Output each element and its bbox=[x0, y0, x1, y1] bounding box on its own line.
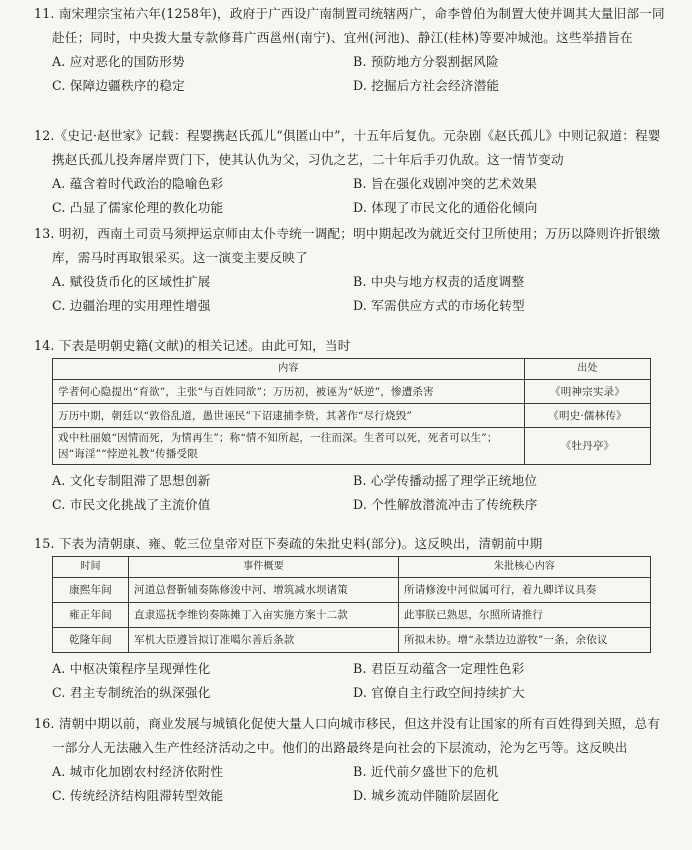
edicts-table bbox=[52, 556, 651, 653]
question-stem: 15. 下表为清朝康、雍、乾三位皇帝对臣下奏疏的朱批史料(部分)。这反映出，清朝前中期 bbox=[34, 536, 543, 551]
records-table bbox=[52, 358, 651, 465]
table-cell-time: 康熙年间 bbox=[53, 578, 129, 603]
table-cell-edict: 此事朕已熟思，尔照所请推行 bbox=[399, 603, 651, 628]
option-b[interactable]: B. 预防地方分裂割据风险 bbox=[353, 54, 499, 69]
option-c[interactable]: C. 边疆治理的实用理性增强 bbox=[52, 298, 211, 313]
table-row bbox=[53, 603, 651, 628]
option-b[interactable]: B. 近代前夕盛世下的危机 bbox=[353, 764, 499, 779]
table-cell-content: 学者何心隐提出“育欲”，主张“与百姓同欲”；万历初，被诬为“妖逆”，惨遭杀害 bbox=[53, 380, 525, 404]
options bbox=[34, 270, 666, 318]
option-c[interactable]: C. 传统经济结构阻滞转型效能 bbox=[52, 788, 224, 803]
option-b[interactable]: B. 心学传播动摇了理学正统地位 bbox=[353, 473, 538, 488]
option-d[interactable]: D. 挖掘后方社会经济潜能 bbox=[353, 78, 500, 93]
table-header-row bbox=[53, 557, 651, 578]
table-row bbox=[53, 428, 651, 465]
table-cell-edict: 所请修浚中河似属可行，着九卿详议具奏 bbox=[399, 578, 651, 603]
options bbox=[34, 172, 666, 220]
option-a[interactable]: A. 赋役货币化的区域性扩展 bbox=[52, 274, 211, 289]
table-row bbox=[53, 380, 651, 404]
question-stem: 13. 明初，西南土司贡马须押运京师由太仆寺统一调配；明中期起改为就近交付卫所使用；万历以降则许折银缴库，需马时再取银采买。这一演变主要反映了 bbox=[34, 226, 661, 265]
table-cell-content: 戏中杜丽娘“因情而死，为情再生”；称“情不知所起，一往而深。生者可以死，死者可以生”；因“诲淫”“悖逆礼教”传播受限 bbox=[53, 428, 525, 465]
option-b[interactable]: B. 君臣互动蕴含一定理性色彩 bbox=[353, 661, 525, 676]
question-16 bbox=[34, 712, 666, 808]
table-cell-event: 直隶巡抚李维钧奏陈摊丁入亩实施方案十二款 bbox=[129, 603, 399, 628]
question-11 bbox=[34, 2, 666, 98]
question-13 bbox=[34, 222, 666, 318]
option-d[interactable]: D. 城乡流动伴随阶层固化 bbox=[353, 788, 500, 803]
option-c[interactable]: C. 君主专制统治的纵深强化 bbox=[52, 685, 211, 700]
option-c[interactable]: C. 保障边疆秩序的稳定 bbox=[52, 78, 185, 93]
option-d[interactable]: D. 个性解放潜流冲击了传统秩序 bbox=[353, 497, 538, 512]
options bbox=[34, 469, 666, 517]
option-d[interactable]: D. 军需供应方式的市场化转型 bbox=[353, 298, 525, 313]
table-cell-edict: 所拟未协。增“永禁边边游牧”一条，余依议 bbox=[399, 628, 651, 653]
table-cell-content: 万历中期，朝廷以“敦俗乱道，愚世诬民”下诏逮捕李贽，其著作“尽行烧毁” bbox=[53, 404, 525, 428]
table-row bbox=[53, 628, 651, 653]
table-cell-time: 雍正年间 bbox=[53, 603, 129, 628]
column-header-time: 时间 bbox=[53, 557, 129, 578]
table-cell-source: 《明史·儒林传》 bbox=[525, 404, 651, 428]
column-header-event: 事件概要 bbox=[129, 557, 399, 578]
option-c[interactable]: C. 凸显了儒家伦理的教化功能 bbox=[52, 200, 224, 215]
question-stem: 11. 南宋理宗宝祐六年(1258年)，政府于广西设广南制置司统辖两广，命李曾伯为制置大使并调其大量旧部一同赴任；同时，中央拨大量专款修葺广西邕州(南宁)、宜州(河池)、静江(桂林)等要冲城池。这些举措旨在 bbox=[34, 6, 665, 45]
option-d[interactable]: D. 官僚自主行政空间持续扩大 bbox=[353, 685, 525, 700]
table-cell-source: 《牡丹亭》 bbox=[525, 428, 651, 465]
question-14 bbox=[34, 334, 666, 517]
question-stem: 12.《史记·赵世家》记载：程婴携赵氏孤儿“俱匿山中”，十五年后复仇。元杂剧《赵氏孤儿》中则记叙道：程婴携赵氏孤儿投奔屠岸贾门下，使其认仇为父，习仇之艺，二十年后手刃仇敌。这一情节变动 bbox=[34, 128, 661, 167]
option-a[interactable]: A. 中枢决策程序呈现弹性化 bbox=[52, 661, 211, 676]
question-12 bbox=[34, 124, 666, 220]
option-b[interactable]: B. 中央与地方权责的适度调整 bbox=[353, 274, 525, 289]
table-cell-event: 河道总督靳辅奏陈修浚中河、增筑减水坝诸策 bbox=[129, 578, 399, 603]
option-a[interactable]: A. 文化专制阻滞了思想创新 bbox=[52, 473, 211, 488]
question-15 bbox=[34, 532, 666, 705]
column-header-content: 内容 bbox=[53, 359, 525, 380]
column-header-source: 出处 bbox=[525, 359, 651, 380]
table-header-row bbox=[53, 359, 651, 380]
table-row bbox=[53, 404, 651, 428]
option-a[interactable]: A. 蕴含着时代政治的隐喻色彩 bbox=[52, 176, 224, 191]
table-cell-time: 乾隆年间 bbox=[53, 628, 129, 653]
option-b[interactable]: B. 旨在强化戏剧冲突的艺术效果 bbox=[353, 176, 538, 191]
options bbox=[34, 760, 666, 808]
column-header-edict: 朱批核心内容 bbox=[399, 557, 651, 578]
options bbox=[34, 50, 666, 98]
question-stem: 14. 下表是明朝史籍(文献)的相关记述。由此可知，当时 bbox=[34, 338, 351, 353]
option-a[interactable]: A. 应对恶化的国防形势 bbox=[52, 54, 185, 69]
table-cell-event: 军机大臣遵旨拟订准噶尔善后条款 bbox=[129, 628, 399, 653]
table-row bbox=[53, 578, 651, 603]
table-cell-source: 《明神宗实录》 bbox=[525, 380, 651, 404]
option-c[interactable]: C. 市民文化挑战了主流价值 bbox=[52, 497, 211, 512]
option-a[interactable]: A. 城市化加剧农村经济依附性 bbox=[52, 764, 224, 779]
option-d[interactable]: D. 体现了市民文化的通俗化倾向 bbox=[353, 200, 538, 215]
options bbox=[34, 657, 666, 705]
question-stem: 16. 清朝中期以前，商业发展与城镇化促使大量人口向城市移民，但这并没有让国家的所有百姓得到关照，总有一部分人无法融入生产性经济活动之中。他们的出路最终是向社会的下层流动，沦为乞丐等。这反映出 bbox=[34, 716, 661, 755]
